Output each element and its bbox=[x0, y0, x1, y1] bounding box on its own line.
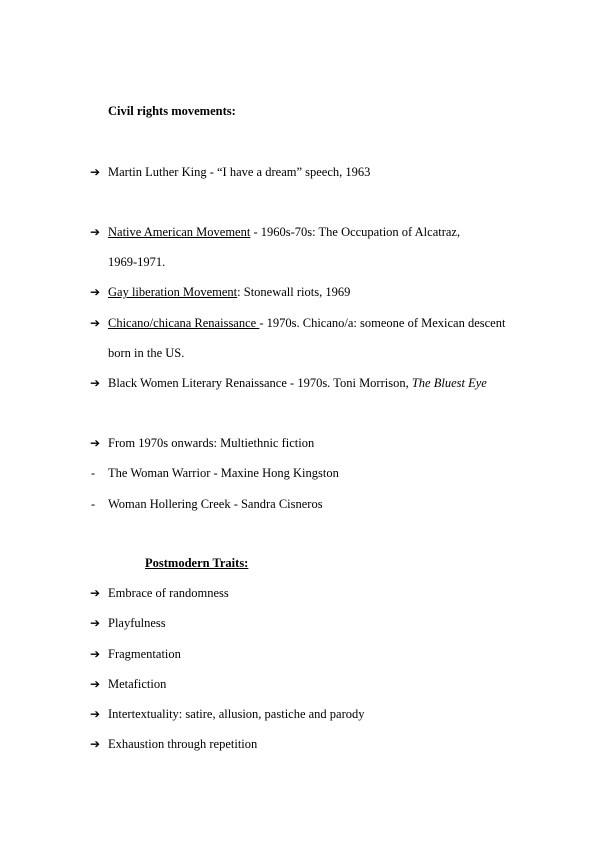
arrow-icon: ➔ bbox=[90, 436, 101, 450]
item-text: - 1960s-70s: The Occupation of Alcatraz, bbox=[250, 225, 461, 239]
trait-item: Embrace of randomness bbox=[108, 586, 229, 600]
arrow-icon: ➔ bbox=[90, 647, 101, 661]
trait-item: Exhaustion through repetition bbox=[108, 737, 258, 751]
dash-bullet: - bbox=[91, 466, 96, 480]
dash-bullet: - bbox=[91, 497, 96, 511]
item-text: Black Women Literary Renaissance - 1970s. Toni Morrison, bbox=[108, 376, 412, 390]
arrow-icon: ➔ bbox=[90, 165, 101, 179]
sub-item: Woman Hollering Creek - Sandra Cisneros bbox=[108, 497, 323, 511]
civil-rights-heading: Civil rights movements: bbox=[108, 104, 236, 118]
postmodern-heading: Postmodern Traits: bbox=[145, 556, 249, 570]
list-item-continuation: 1969-1971. bbox=[108, 255, 166, 269]
arrow-icon: ➔ bbox=[90, 586, 101, 600]
book-title: The Bluest Eye bbox=[411, 376, 487, 390]
list-item-continuation: born in the US. bbox=[108, 346, 185, 360]
list-item-multiethnic: From 1970s onwards: Multiethnic fiction bbox=[108, 436, 315, 450]
list-item-chicano bbox=[108, 315, 505, 331]
arrow-icon: ➔ bbox=[90, 616, 101, 630]
trait-item: Intertextuality: satire, allusion, pastiche and parody bbox=[108, 707, 365, 721]
chicano-renaissance-link[interactable]: Chicano/chicana Renaissance bbox=[108, 316, 260, 330]
list-item-gay-liberation bbox=[108, 284, 350, 300]
arrow-icon: ➔ bbox=[90, 707, 101, 721]
sub-item: The Woman Warrior - Maxine Hong Kingston bbox=[108, 466, 339, 480]
list-item-black-women bbox=[108, 375, 487, 391]
item-text: - 1970s. Chicano/a: someone of Mexican descent bbox=[259, 316, 506, 330]
list-item-mlk: Martin Luther King - “I have a dream” speech, 1963 bbox=[108, 165, 371, 179]
gay-liberation-movement-link[interactable]: Gay liberation Movement bbox=[108, 285, 238, 299]
arrow-icon: ➔ bbox=[90, 316, 101, 330]
arrow-icon: ➔ bbox=[90, 376, 101, 390]
trait-item: Playfulness bbox=[108, 616, 166, 630]
trait-item: Metafiction bbox=[108, 677, 167, 691]
arrow-icon: ➔ bbox=[90, 677, 101, 691]
arrow-icon: ➔ bbox=[90, 225, 101, 239]
native-american-movement-link[interactable]: Native American Movement bbox=[108, 225, 251, 239]
list-item-native-american bbox=[108, 224, 460, 240]
trait-item: Fragmentation bbox=[108, 647, 181, 661]
item-text: : Stonewall riots, 1969 bbox=[237, 285, 351, 299]
arrow-icon: ➔ bbox=[90, 737, 101, 751]
arrow-icon: ➔ bbox=[90, 285, 101, 299]
